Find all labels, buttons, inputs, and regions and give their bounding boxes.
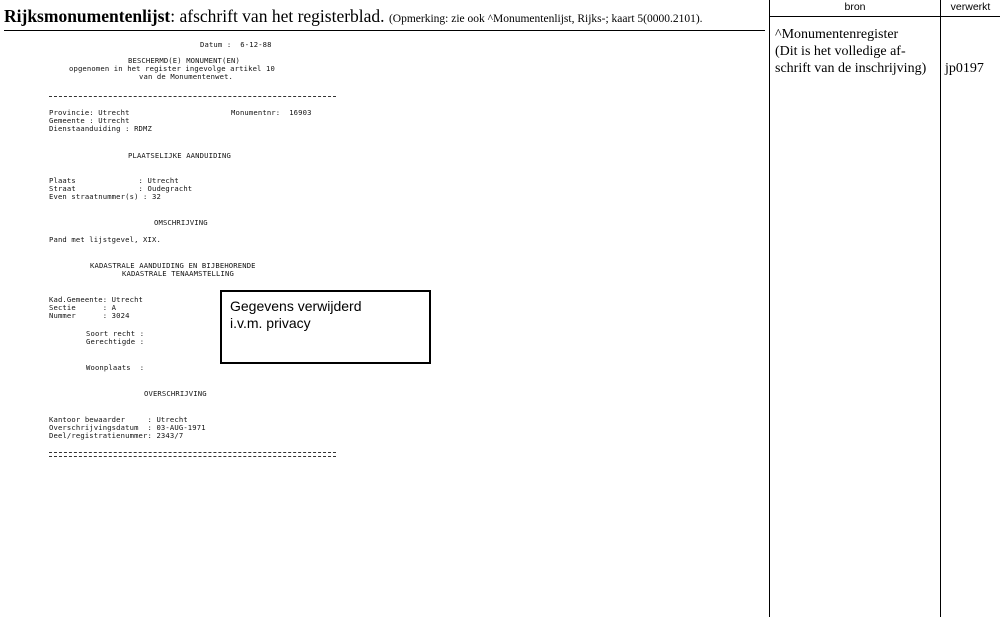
section-heading: KADASTRALE TENAAMSTELLING (122, 269, 234, 278)
source-line: schrift van de inschrijving) (775, 61, 927, 76)
straat-line: Straat : Oudegracht (49, 184, 193, 193)
column-header-rule (770, 16, 1000, 17)
section-heading: OVERSCHRIJVING (144, 389, 207, 398)
source-line: ^Monumentenregister (775, 27, 899, 42)
title-rest: : afschrift van het registerblad. (170, 6, 385, 26)
processed-code: jp0197 (945, 61, 984, 76)
kantoor-line: Kantoor bewaarder : Utrecht (49, 415, 188, 424)
title-rule (4, 30, 765, 31)
source-line: (Dit is het volledige af- (775, 44, 906, 59)
section-heading: PLAATSELIJKE AANDUIDING (128, 151, 231, 160)
dashed-divider (49, 96, 336, 97)
privacy-line: Gegevens verwijderd (230, 298, 362, 314)
gemeente-line: Gemeente : Utrecht (49, 116, 130, 125)
monumentnr-line: Monumentnr: 16903 (231, 108, 312, 117)
soort-recht-line: Soort recht : (86, 329, 145, 338)
title-note: (Opmerking: zie ook ^Monumentenlijst, Rijks-; kaart 5(0000.2101). (388, 13, 703, 25)
column-header-verwerkt: verwerkt (950, 1, 991, 13)
kadgemeente-line: Kad.Gemeente: Utrecht (49, 295, 144, 304)
deel-line: Deel/registratienummer: 2343/7 (49, 431, 184, 440)
omschrijving-line: Pand met lijstgevel, XIX. (49, 235, 161, 244)
straatnummer-line: Even straatnummer(s) : 32 (49, 192, 161, 201)
privacy-redaction-box (220, 290, 431, 364)
double-divider (49, 452, 336, 457)
privacy-line: i.v.m. privacy (230, 315, 311, 331)
datum-line: Datum : 6-12-88 (200, 40, 272, 49)
doc-heading: van de Monumentenwet. (139, 72, 234, 81)
section-heading: OMSCHRIJVING (154, 218, 208, 227)
source-text (775, 26, 940, 77)
column-divider-verwerkt (940, 0, 941, 617)
doc-heading: opgenomen in het register ingevolge artikel 10 (69, 64, 275, 73)
sectie-line: Sectie : A (49, 303, 117, 312)
doc-heading: BESCHERMD(E) MONUMENT(EN) (128, 56, 240, 65)
column-divider-bron (769, 0, 770, 617)
section-heading: KADASTRALE AANDUIDING EN BIJBEHORENDE (90, 261, 256, 270)
page-title (4, 6, 703, 29)
plaats-line: Plaats : Utrecht (49, 176, 179, 185)
overschrijvingsdatum-line: Overschrijvingsdatum : 03-AUG-1971 (49, 423, 206, 432)
column-header-bron: bron (844, 1, 866, 13)
woonplaats-line: Woonplaats : (86, 363, 145, 372)
dienst-line: Dienstaanduiding : RDMZ (49, 124, 152, 133)
title-bold: Rijksmonumentenlijst (4, 6, 171, 26)
provincie-line: Provincie: Utrecht (49, 108, 130, 117)
gerechtigde-line: Gerechtigde : (86, 337, 145, 346)
nummer-line: Nummer : 3024 (49, 311, 130, 320)
